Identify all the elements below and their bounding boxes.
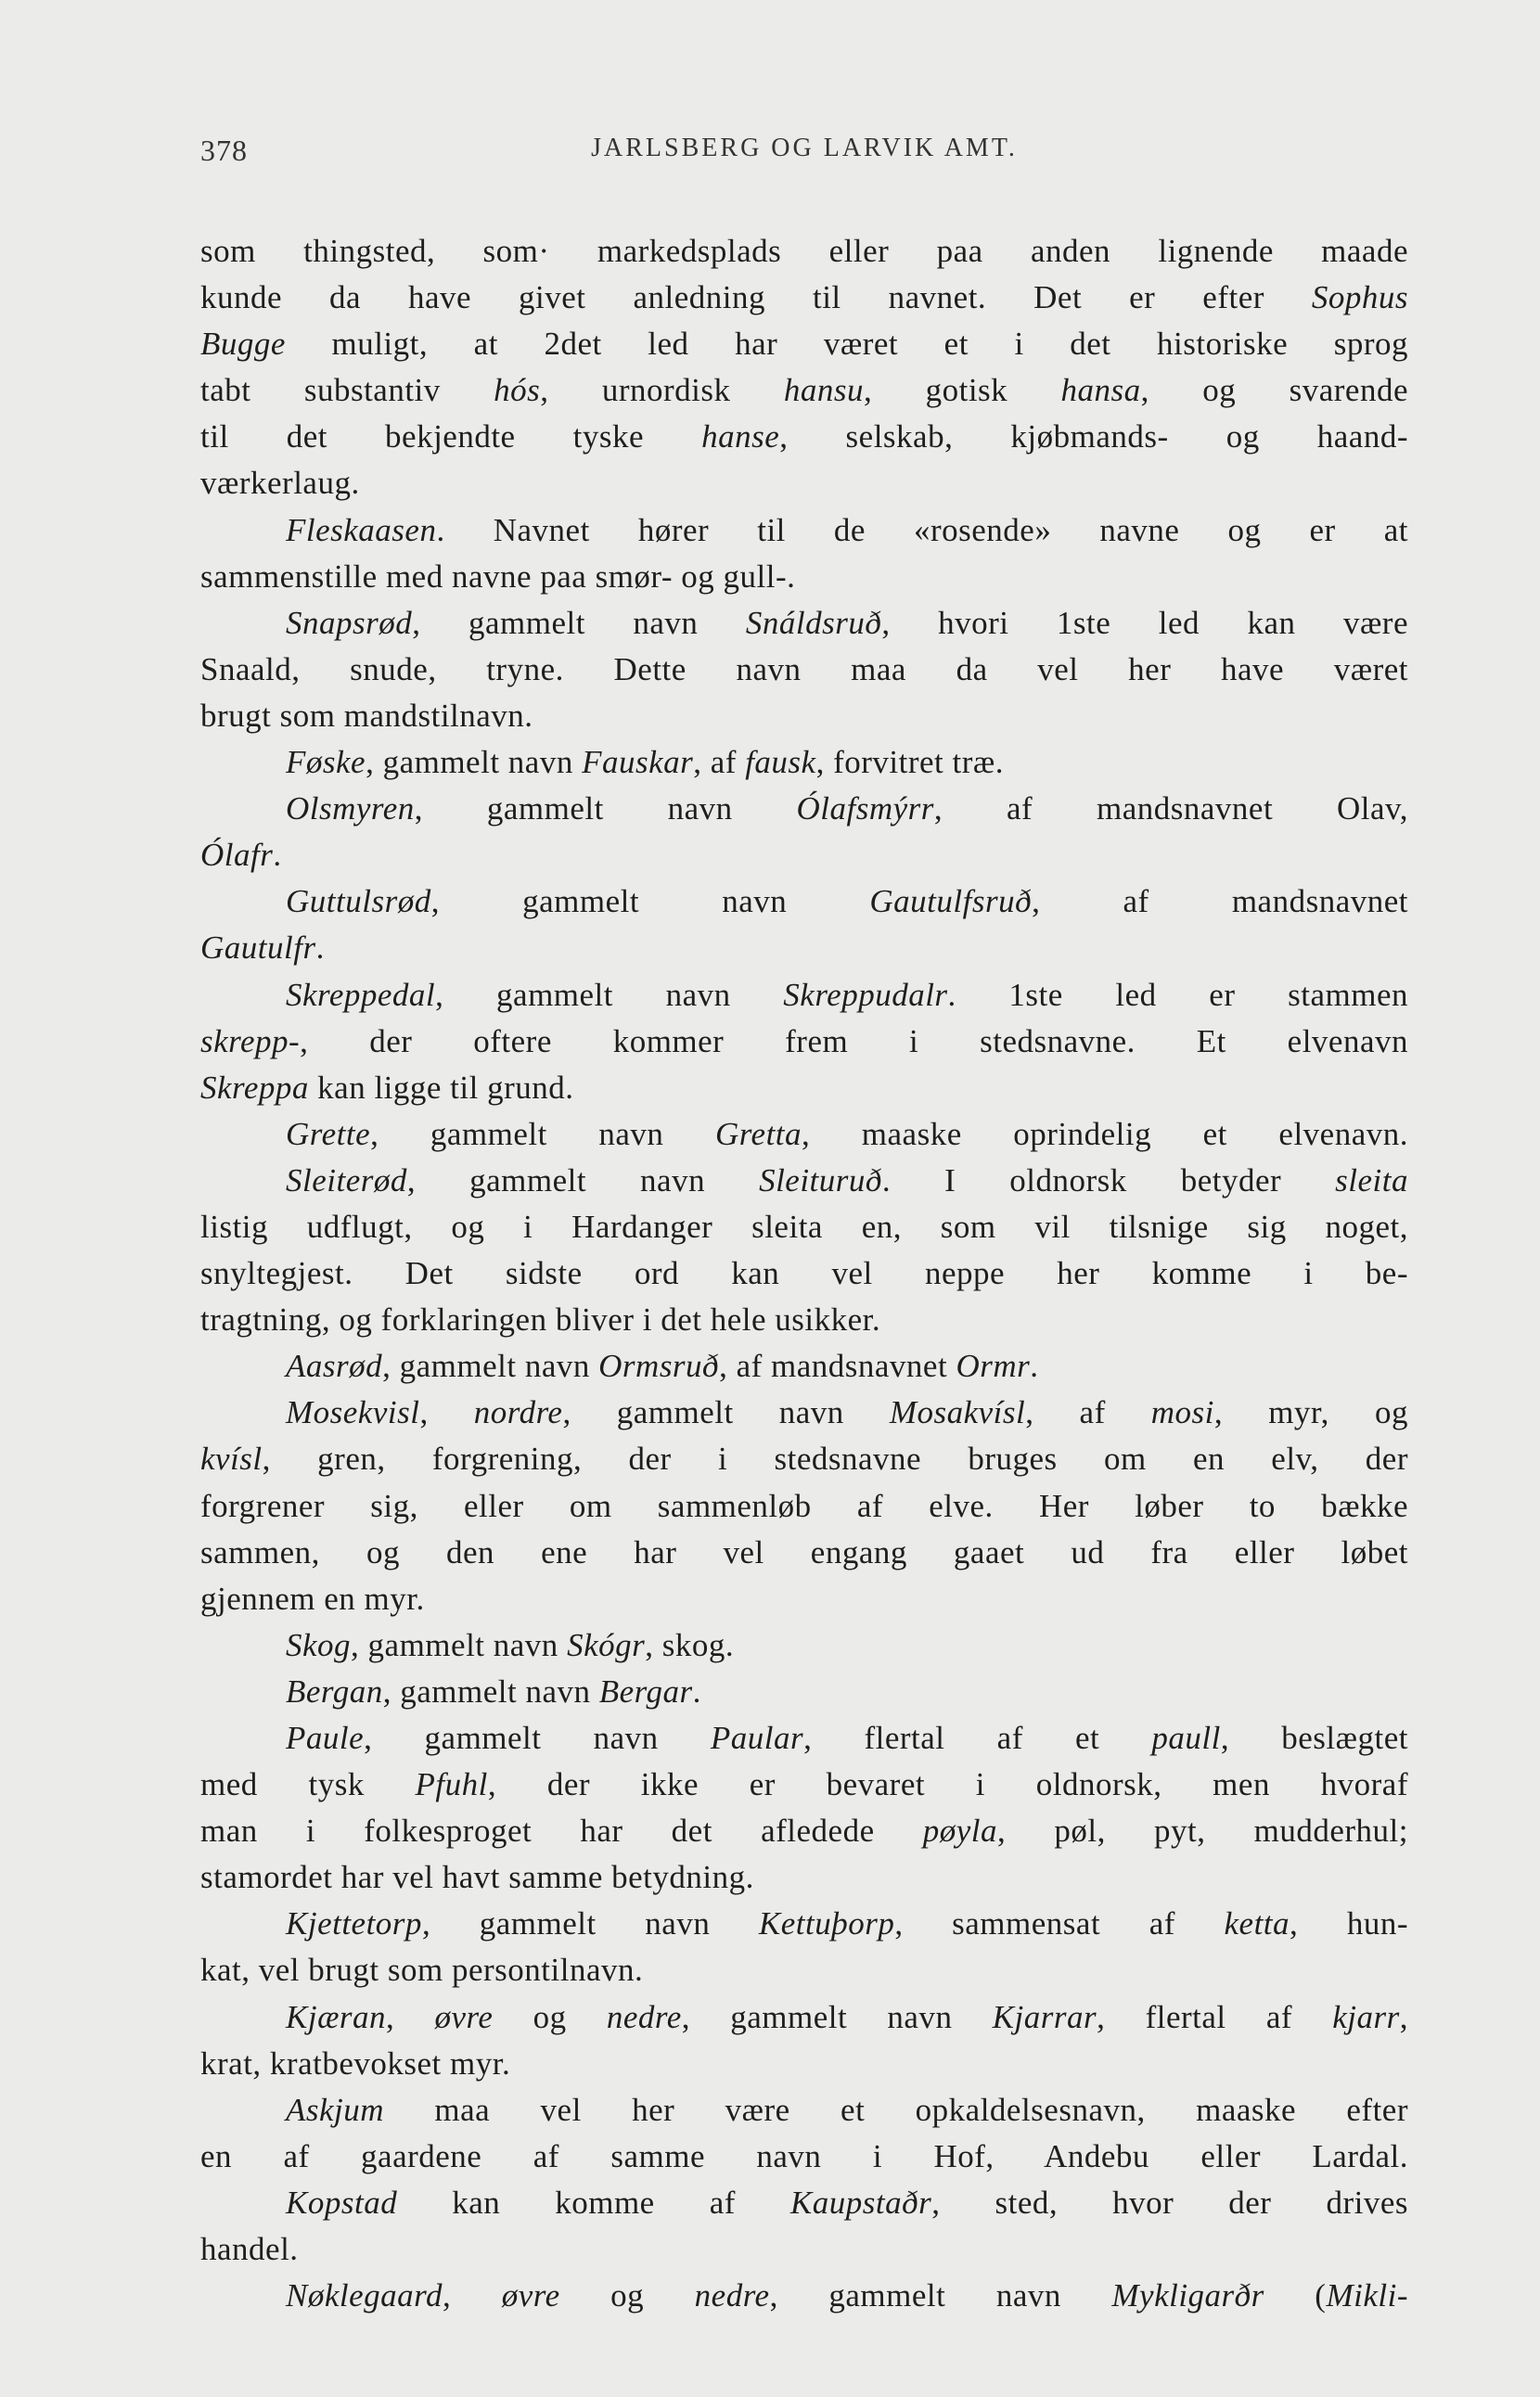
italic-term: Sophus: [1311, 279, 1408, 316]
text-run: , selskab, kjøbmands- og haand-: [779, 418, 1408, 455]
text-run: . I oldnorsk betyder: [881, 1161, 1336, 1198]
text-line: [200, 1250, 1408, 1297]
text-run: sammenstille med navne paa smør- og gull-.: [200, 558, 796, 595]
text-line: [200, 367, 1408, 414]
italic-term: paull: [1151, 1720, 1221, 1756]
text-line: [200, 2226, 1408, 2273]
italic-term: Sleiterød: [286, 1161, 407, 1198]
text-run: kat, vel brugt som persontilnavn.: [200, 1952, 644, 1989]
text-run: , og svarende: [1140, 372, 1408, 409]
text-line: [200, 1390, 1408, 1436]
text-run: , gammelt navn: [382, 1673, 599, 1710]
text-line: [200, 460, 1408, 506]
text-line: [200, 275, 1408, 321]
text-run: , gammelt navn: [351, 1626, 568, 1663]
italic-term: Bergan: [286, 1673, 383, 1710]
text-run: , gotisk: [864, 372, 1061, 409]
text-line: [200, 414, 1408, 460]
italic-term: nordre: [473, 1394, 563, 1431]
text-line: [200, 2180, 1408, 2226]
italic-term: hós: [494, 372, 541, 409]
text-run: Snaald, snude, tryne. Dette navn maa da vel her have været: [200, 650, 1408, 687]
text-run: forgrener sig, eller om sammenløb af elve. Her løber to bække: [200, 1487, 1408, 1524]
italic-term: Bergar: [598, 1673, 693, 1710]
italic-term: Ólafr: [200, 837, 274, 874]
text-run: . Navnet hører til de «rosende» navne og er at: [436, 511, 1408, 548]
text-line: [200, 1762, 1408, 1808]
italic-term: ketta: [1224, 1905, 1290, 1942]
italic-term: Gautulfsruð: [869, 883, 1033, 920]
italic-term: Gretta: [714, 1115, 802, 1152]
text-line: [200, 1436, 1408, 1482]
text-run: . 1ste led er stammen: [947, 976, 1408, 1013]
text-run: som thingsted, som· markedsplads eller paa anden lignende maade: [200, 233, 1408, 269]
italic-term: Kaupstaðr: [789, 2184, 932, 2221]
text-run: .: [692, 1673, 701, 1710]
text-run: kan komme af: [397, 2184, 790, 2221]
running-head: [200, 134, 1408, 171]
italic-term: Snáldsruð: [745, 604, 882, 641]
italic-term: Askjum: [286, 2091, 385, 2128]
text-run: , af: [1025, 1394, 1151, 1431]
text-run: handel.: [200, 2231, 299, 2268]
text-run: , gren, forgrening, der i stedsnavne bruges om en elv, der: [262, 1441, 1408, 1478]
italic-term: nedre: [694, 2277, 770, 2314]
text-run: ,: [386, 1998, 435, 2035]
italic-term: Gautulfr: [200, 929, 316, 967]
text-run: en af gaardene af samme navn i Hof, Andebu eller Lardal.: [200, 2137, 1408, 2174]
italic-term: Bugge: [200, 326, 286, 363]
italic-term: Paular: [710, 1720, 804, 1756]
italic-term: fausk: [745, 744, 816, 781]
text-run: , myr, og: [1213, 1394, 1408, 1431]
text-run: ,: [442, 2277, 502, 2314]
text-line: [200, 972, 1408, 1019]
text-run: .: [315, 929, 325, 967]
italic-term: nedre: [606, 1998, 682, 2035]
text-run: muligt, at 2det led har været et i det historiske sprog: [285, 326, 1408, 363]
text-run: værkerlaug.: [200, 465, 360, 502]
text-line: [200, 2273, 1408, 2319]
text-line: [200, 832, 1408, 878]
italic-term: Aasrød: [286, 1348, 383, 1385]
italic-term: Guttulsrød: [286, 883, 431, 920]
italic-term: Fleskaasen: [286, 511, 437, 548]
text-run: , gammelt navn: [435, 976, 784, 1013]
text-run: sammen, og den ene har vel engang gaaet ud fra eller løbet: [200, 1533, 1408, 1570]
body-text: [200, 228, 1408, 2319]
text-run: , gammelt navn: [562, 1394, 890, 1431]
text-run: , af mandsnavnet Olav,: [933, 790, 1408, 827]
text-run: snyltegjest. Det sidste ord kan vel neppe her komme i be-: [200, 1255, 1408, 1292]
italic-term: Kopstad: [286, 2184, 398, 2221]
text-run: , af: [693, 744, 746, 781]
text-line: [200, 2134, 1408, 2180]
italic-term: Kjarrar: [992, 1998, 1097, 2035]
text-line: [200, 228, 1408, 275]
running-title: JARLSBERG OG LARVIK AMT.: [591, 134, 1018, 162]
text-run: , gammelt navn: [366, 744, 583, 781]
italic-term: Skreppedal: [286, 976, 436, 1013]
text-run: , maaske oprindelig et elvenavn.: [802, 1115, 1408, 1152]
text-run: med tysk: [200, 1766, 416, 1803]
italic-term: Nøklegaard: [286, 2277, 443, 2314]
text-run: (: [1264, 2277, 1327, 2314]
text-line: [200, 1158, 1408, 1204]
text-run: og: [493, 1998, 607, 2035]
text-run: brugt som mandstilnavn.: [200, 697, 533, 734]
text-line: [200, 600, 1408, 647]
italic-term: Pfuhl: [415, 1766, 488, 1803]
italic-term: kvísl: [200, 1441, 263, 1478]
text-run: , gammelt navn: [430, 883, 870, 920]
text-run: krat, kratbevokset myr.: [200, 2045, 511, 2082]
text-line: [200, 1715, 1408, 1762]
text-line: [200, 321, 1408, 367]
text-line: [200, 1901, 1408, 1947]
text-run: maa vel her være et opkaldelsesnavn, maaske efter: [384, 2091, 1408, 2128]
text-run: , urnordisk: [540, 372, 784, 409]
text-run: , sted, hvor der drives: [931, 2184, 1408, 2221]
text-line: [200, 739, 1408, 786]
text-run: , gammelt navn: [769, 2277, 1112, 2314]
text-run: , gammelt navn: [421, 1905, 759, 1942]
italic-term: Ólafsmýrr: [796, 790, 934, 827]
text-line: [200, 1808, 1408, 1854]
italic-term: Skreppudalr: [783, 976, 948, 1013]
text-line: [200, 1947, 1408, 1993]
text-line: [200, 1019, 1408, 1065]
italic-term: Paule: [286, 1720, 365, 1756]
italic-term: sleita: [1335, 1161, 1408, 1198]
text-line: [200, 1854, 1408, 1901]
text-line: [200, 925, 1408, 971]
text-run: ,: [1399, 1998, 1408, 2035]
text-run: , af mandsnavnet: [1032, 883, 1408, 920]
text-line: [200, 1622, 1408, 1669]
text-run: kan ligge til grund.: [308, 1069, 574, 1106]
text-line: [200, 647, 1408, 693]
italic-term: øvre: [434, 1998, 494, 2035]
text-line: [200, 554, 1408, 600]
italic-term: Mosakvísl: [889, 1394, 1026, 1431]
text-run: listig udflugt, og i Hardanger sleita en, som vil tilsnige sig noget,: [200, 1208, 1408, 1245]
italic-term: Ormr: [956, 1348, 1031, 1385]
text-line: [200, 1204, 1408, 1250]
text-line: [200, 1576, 1408, 1622]
text-run: , gammelt navn: [406, 1161, 760, 1198]
italic-term: Skógr: [567, 1626, 646, 1663]
text-run: .: [273, 837, 282, 874]
text-run: ,: [419, 1394, 474, 1431]
italic-term: Olsmyren: [286, 790, 415, 827]
italic-term: Mosekvisl: [286, 1394, 420, 1431]
text-run: , hun-: [1290, 1905, 1408, 1942]
text-run: , flertal af: [1097, 1998, 1333, 2035]
italic-term: Snapsrød: [286, 604, 413, 641]
text-run: , gammelt navn: [370, 1115, 715, 1152]
text-run: , flertal af et: [803, 1720, 1152, 1756]
italic-term: Ormsruð: [598, 1348, 720, 1385]
text-run: tragtning, og forklaringen bliver i det hele usikker.: [200, 1301, 881, 1339]
italic-term: kjarr: [1332, 1998, 1400, 2035]
text-run: , gammelt navn: [681, 1998, 993, 2035]
text-line: [200, 1994, 1408, 2041]
italic-term: Fauskar: [582, 744, 694, 781]
italic-term: Skog: [286, 1626, 352, 1663]
italic-term: Sleituruð: [759, 1161, 882, 1198]
text-line: [200, 878, 1408, 925]
italic-term: Kjæran: [286, 1998, 387, 2035]
italic-term: pøyla: [922, 1813, 998, 1850]
text-run: man i folkesproget har det afledede: [200, 1813, 923, 1850]
text-line: [200, 1065, 1408, 1111]
text-line: [200, 1111, 1408, 1158]
italic-term: Mikli-: [1326, 2277, 1408, 2314]
text-line: [200, 2087, 1408, 2134]
italic-term: hansu: [783, 372, 864, 409]
italic-term: øvre: [501, 2277, 560, 2314]
text-run: , beslægtet: [1220, 1720, 1408, 1756]
text-run: , gammelt navn: [382, 1348, 599, 1385]
text-run: , skog.: [645, 1626, 735, 1663]
text-line: [200, 1297, 1408, 1343]
text-line: [200, 1669, 1408, 1715]
italic-term: Føske: [286, 744, 366, 781]
text-run: , der ikke er bevaret i oldnorsk, men hvoraf: [487, 1766, 1408, 1803]
text-line: [200, 507, 1408, 554]
text-run: , af mandsnavnet: [719, 1348, 956, 1385]
text-line: [200, 786, 1408, 832]
italic-term: skrepp-: [200, 1022, 301, 1059]
italic-term: Skreppa: [200, 1069, 309, 1106]
text-run: stamordet har vel havt samme betydning.: [200, 1859, 754, 1896]
text-run: , gammelt navn: [364, 1720, 711, 1756]
text-line: [200, 1530, 1408, 1576]
text-run: til det bekjendte tyske: [200, 418, 702, 455]
text-line: [200, 2041, 1408, 2087]
italic-term: hansa: [1060, 372, 1141, 409]
italic-term: Mykligarðr: [1111, 2277, 1264, 2314]
text-run: .: [1030, 1348, 1039, 1385]
text-run: tabt substantiv: [200, 372, 494, 409]
text-line: [200, 693, 1408, 739]
italic-term: hanse: [701, 418, 780, 455]
italic-term: Kjettetorp: [286, 1905, 422, 1942]
text-run: , sammensat af: [894, 1905, 1225, 1942]
italic-term: Kettuþorp: [758, 1905, 895, 1942]
text-run: gjennem en myr.: [200, 1580, 425, 1617]
text-run: , gammelt navn: [412, 604, 746, 641]
text-run: , gammelt navn: [414, 790, 797, 827]
text-line: [200, 1483, 1408, 1530]
text-line: [200, 1343, 1408, 1390]
text-run: , der oftere kommer frem i stedsnavne. Et elvenavn: [300, 1022, 1408, 1059]
page-number: 378: [200, 134, 248, 167]
italic-term: mosi: [1150, 1394, 1214, 1431]
italic-term: Grette: [286, 1115, 371, 1152]
text-run: , hvori 1ste led kan være: [881, 604, 1408, 641]
text-run: , forvitret træ.: [815, 744, 1004, 781]
text-run: , pøl, pyt, mudderhul;: [997, 1813, 1408, 1850]
text-run: og: [559, 2277, 695, 2314]
text-run: kunde da have givet anledning til navnet. Det er efter: [200, 279, 1312, 316]
